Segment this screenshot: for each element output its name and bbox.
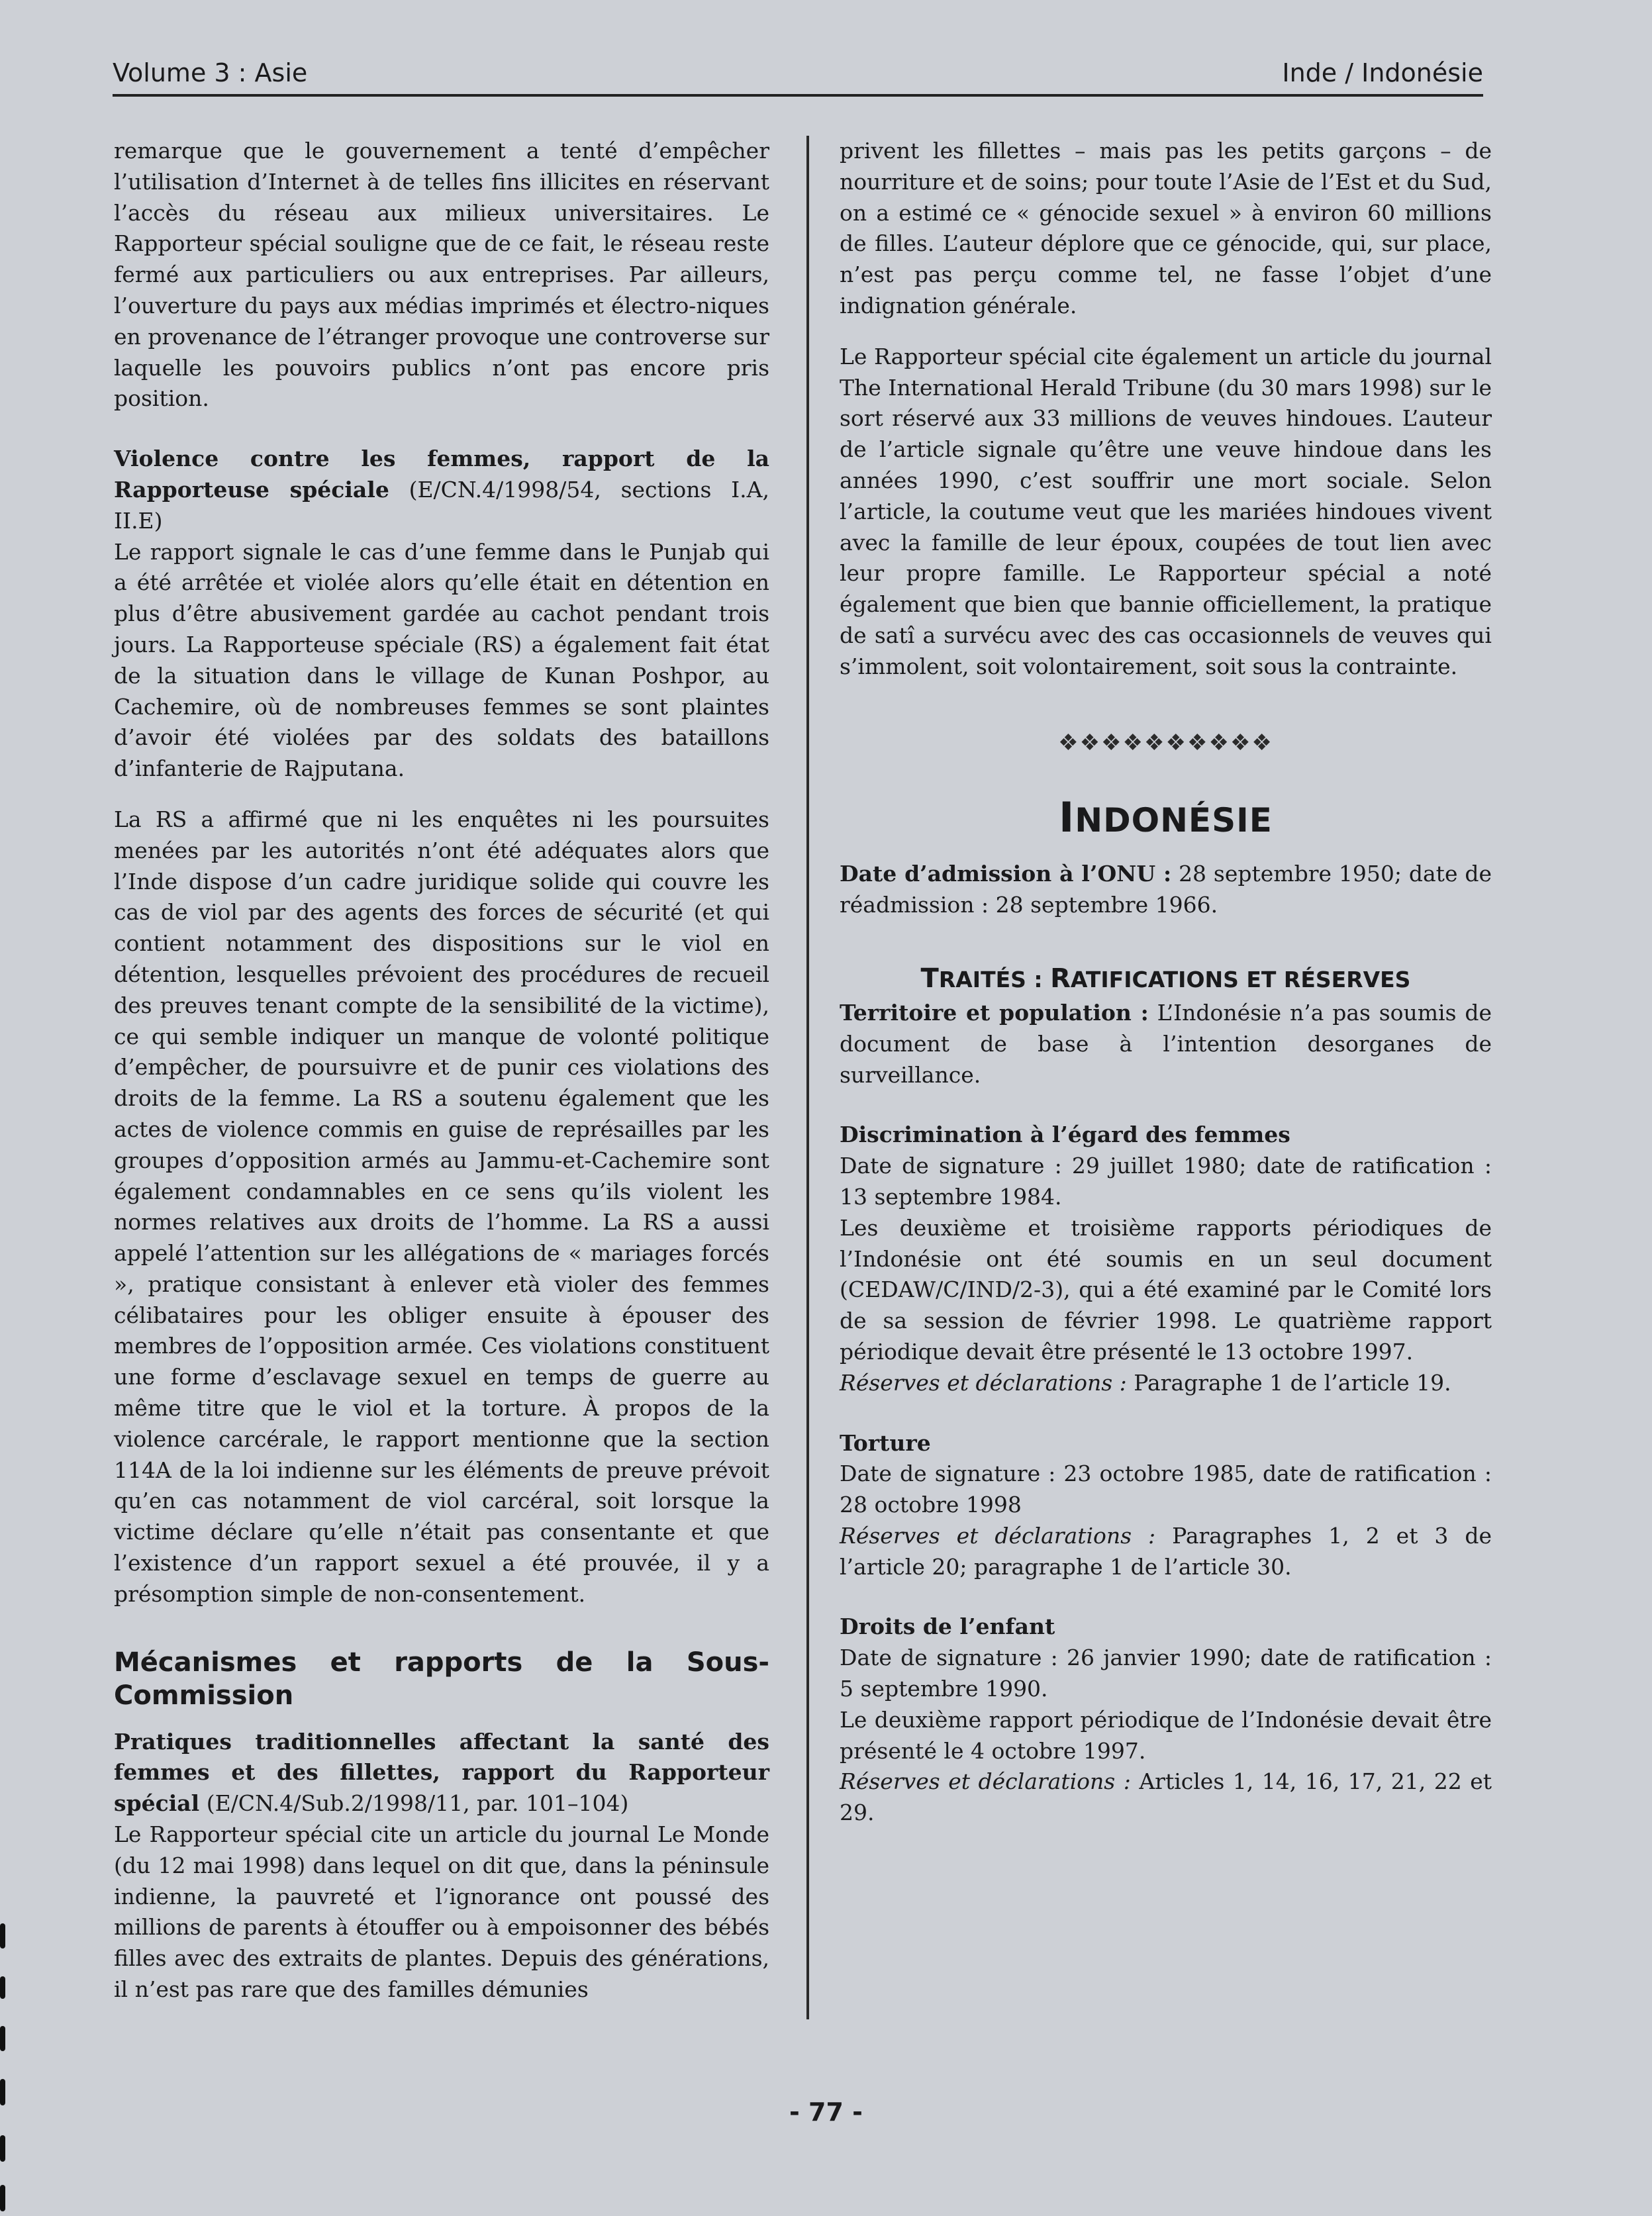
treaties-rest-1: RAITÉS :: [938, 966, 1051, 992]
ornament-divider: ❖❖❖❖❖❖❖❖❖❖: [1058, 729, 1273, 756]
torture-reserves-line: [840, 1521, 1492, 1583]
torture-dates: Date de signature : 23 octobre 1985, date de ratification : 28 octobre 1998: [840, 1461, 1492, 1518]
discrimination-reserves-line: [840, 1368, 1492, 1399]
practices-title: Pratiques traditionnelles affectant la santé des femmes et des fillettes, rapport du Rapporteur spécial: [114, 1728, 769, 1817]
binding-mark: [0, 2026, 5, 2051]
discrimination-reserves: Paragraphe 1 de l’article 19.: [1126, 1369, 1451, 1396]
reserves-label: Réserves et déclarations :: [840, 1522, 1156, 1549]
treaties-initial-t: T: [920, 963, 939, 994]
child-rights-reserves-line: [840, 1766, 1492, 1829]
paragraph-punjab: Le rapport signale le cas d’une femme dans le Punjab qui a été arrêtée et violée alors qu’elle était en détention en plus d’être abusivement gardée au cachot pendant trois jours. La Rapporteuse spéciale (RS) a également fait état de la situation dans le village de Kunan Poshpor, au Cachemire, où de nombreuses femmes se sont plaintes d’avoir été violées par des soldats des bataillons d’infanterie de Rajputana.: [114, 538, 769, 782]
torture-reserves: Paragraphes 1, 2 et 3 de l’article 20; paragraphe 1 de l’article 30.: [840, 1522, 1492, 1580]
reserves-label: Réserves et déclarations :: [840, 1369, 1127, 1396]
paragraph-le-monde: Le Rapporteur spécial cite un article du journal Le Monde (du 12 mai 1998) dans lequel on dit que, dans la péninsule indienne, la pauvreté et l’ignorance ont poussé des millions de parents à étouffer ou à empoisonner des bébés filles avec des extraits de plantes. Depuis des générations, il n’est pas rare que des familles démunies: [114, 1821, 769, 2003]
running-header: [113, 53, 1483, 97]
discrimination-heading: Discrimination à l’égard des femmes: [840, 1122, 1290, 1148]
admission-label: Date d’admission à l’ONU :: [840, 861, 1172, 887]
left-column: [114, 136, 769, 2005]
violence-title: Violence contre les femmes, rapport de la Rapporteuse spéciale: [114, 446, 769, 503]
discrimination-report: Les deuxième et troisième rapports périodiques de l’Indonésie ont été soumis en un seul document (CEDAW/C/IND/2-3), qui a été examiné par le Comité lors de sa session de février 1998. Le quatrième rapport périodique devait être présenté le 13 octobre 1997.: [840, 1214, 1492, 1365]
practices-reference: (E/CN.4/Sub.2/1998/11, par. 101–104): [199, 1790, 629, 1817]
child-rights-dates: Date de signature : 26 janvier 1990; date de ratification : 5 septembre 1990.: [840, 1645, 1492, 1702]
territory-label: Territoire et population :: [840, 999, 1149, 1026]
column-divider: [806, 136, 809, 2019]
violence-reference: (E/CN.4/1998/54, sections I.A, II.E): [114, 476, 769, 534]
territory-text: L’Indonésie n’a pas soumis de document de base à l’intention desorganes de surveillance.: [840, 999, 1492, 1088]
torture-heading: Torture: [840, 1429, 931, 1456]
country-title: [840, 791, 1492, 847]
right-column: [840, 136, 1492, 1829]
territory-line: [840, 998, 1492, 1090]
header-volume: Volume 3 : Asie: [113, 58, 308, 87]
country-title-rest: NDONÉSIE: [1075, 801, 1273, 840]
mechanisms-heading: Mécanismes et rapports de la Sous-Commission: [114, 1647, 769, 1711]
child-rights-reserves: Articles 1, 14, 16, 17, 21, 22 et 29.: [840, 1768, 1492, 1826]
child-rights-heading: Droits de l’enfant: [840, 1614, 1055, 1640]
treaties-rest-2: ATIFICATIONS ET RÉSERVES: [1070, 966, 1411, 992]
treaties-heading: [840, 961, 1492, 998]
binding-mark: [0, 1923, 5, 1949]
admission-line: [840, 859, 1492, 921]
reserves-label: Réserves et déclarations :: [840, 1768, 1131, 1795]
binding-mark: [0, 1976, 5, 1999]
paragraph-rs-findings: La RS a affirmé que ni les enquêtes ni les poursuites menées par les autorités n’ont été adéquates alors que l’Inde dispose d’un cadre juridique solide qui couvre les cas de viol par des agents des forces de sécurité (et qui contient notamment des dispositions sur le viol en détention, lesquelles prévoient des procédures de recueil des preuves tenant compte de la sensibilité de la victime), ce qui semble indiquer un manque de volonté politique d’empêcher, de poursuivre et de punir ces violations des droits de la femme. La RS a soutenu également que les actes de violence commis en guise de représailles par les groupes d’opposition armés au Jammu-et-Cachemire sont également condamnables en ce sens qu’ils violent les normes relatives aux droits de l’homme. La RS a aussi appelé l’attention sur les allégations de « mariages forcés », pratique consistant à enlever età violer des femmes célibataires pour les obliger ensuite à épouser des membres de l’opposition armée. Ces violations constituent une forme d’esclavage sexuel en temps de guerre au même titre que le viol et la torture. À propos de la violence carcérale, le rapport mentionne que la section 114A de la loi indienne sur les éléments de preuve prévoit qu’en cas notamment de viol carcéral, soit lorsque la victime déclare qu’elle n’était pas consentante et que l’existence d’un rapport sexuel a été prouvée, il y a présomption simple de non-consentement.: [114, 806, 769, 1607]
page-number: - 77 -: [789, 2097, 863, 2127]
paragraph-genocide: privent les fillettes – mais pas les petits garçons – de nourriture et de soins; pour toute l’Asie de l’Est et du Sud, on a estimé ce « génocide sexuel » à environ 60 millions de filles. L’auteur déplore que ce génocide, qui, sur place, n’est pas perçu comme tel, ne fasse l’objet d’une indignation générale.: [840, 138, 1492, 318]
child-rights-report: Le deuxième rapport périodique de l’Indonésie devait être présenté le 4 octobre 1997.: [840, 1706, 1492, 1764]
practices-heading: [114, 1727, 769, 1819]
discrimination-dates: Date de signature : 29 juillet 1980; date de ratification : 13 septembre 1984.: [840, 1153, 1492, 1210]
header-section: Inde / Indonésie: [1282, 58, 1483, 87]
country-title-initial: I: [1059, 793, 1075, 842]
admission-dates: 28 septembre 1950; date de réadmission : 28 septembre 1966.: [840, 861, 1492, 918]
treaties-initial-r: R: [1050, 963, 1071, 994]
binding-mark: [0, 2079, 5, 2105]
paragraph-widows: Le Rapporteur spécial cite également un article du journal The International Herald Tribune (du 30 mars 1998) sur le sort réservé aux 33 millions de veuves hindoues. L’auteur de l’article signale qu’être une veuve hindoue dans les années 1990, c’est souffrir une mort sociale. Selon l’article, la coutume veut que les mariées hindoues vivent avec la famille de leur époux, coupées de tout lien avec leur propre famille. Le Rapporteur spécial a noté également que bien que bannie officiellement, la pratique de satî a survécu avec des cas occasionnels de veuves qui s’immolent, soit volontairement, soit sous la contrainte.: [840, 343, 1492, 679]
binding-mark: [0, 2135, 5, 2162]
violence-heading: [114, 444, 769, 536]
paragraph-internet: remarque que le gouvernement a tenté d’empêcher l’utilisation d’Internet à de telles fins illicites en réservant l’accès du réseau aux milieux universitaires. Le Rapporteur spécial souligne que de ce fait, le réseau reste fermé aux particuliers ou aux entreprises. Par ailleurs, l’ouverture du pays aux médias imprimés et électro-niques en provenance de l’étranger provoque une controverse sur laquelle les pouvoirs publics n’ont pas encore pris position.: [114, 138, 769, 412]
binding-mark: [0, 2185, 5, 2211]
